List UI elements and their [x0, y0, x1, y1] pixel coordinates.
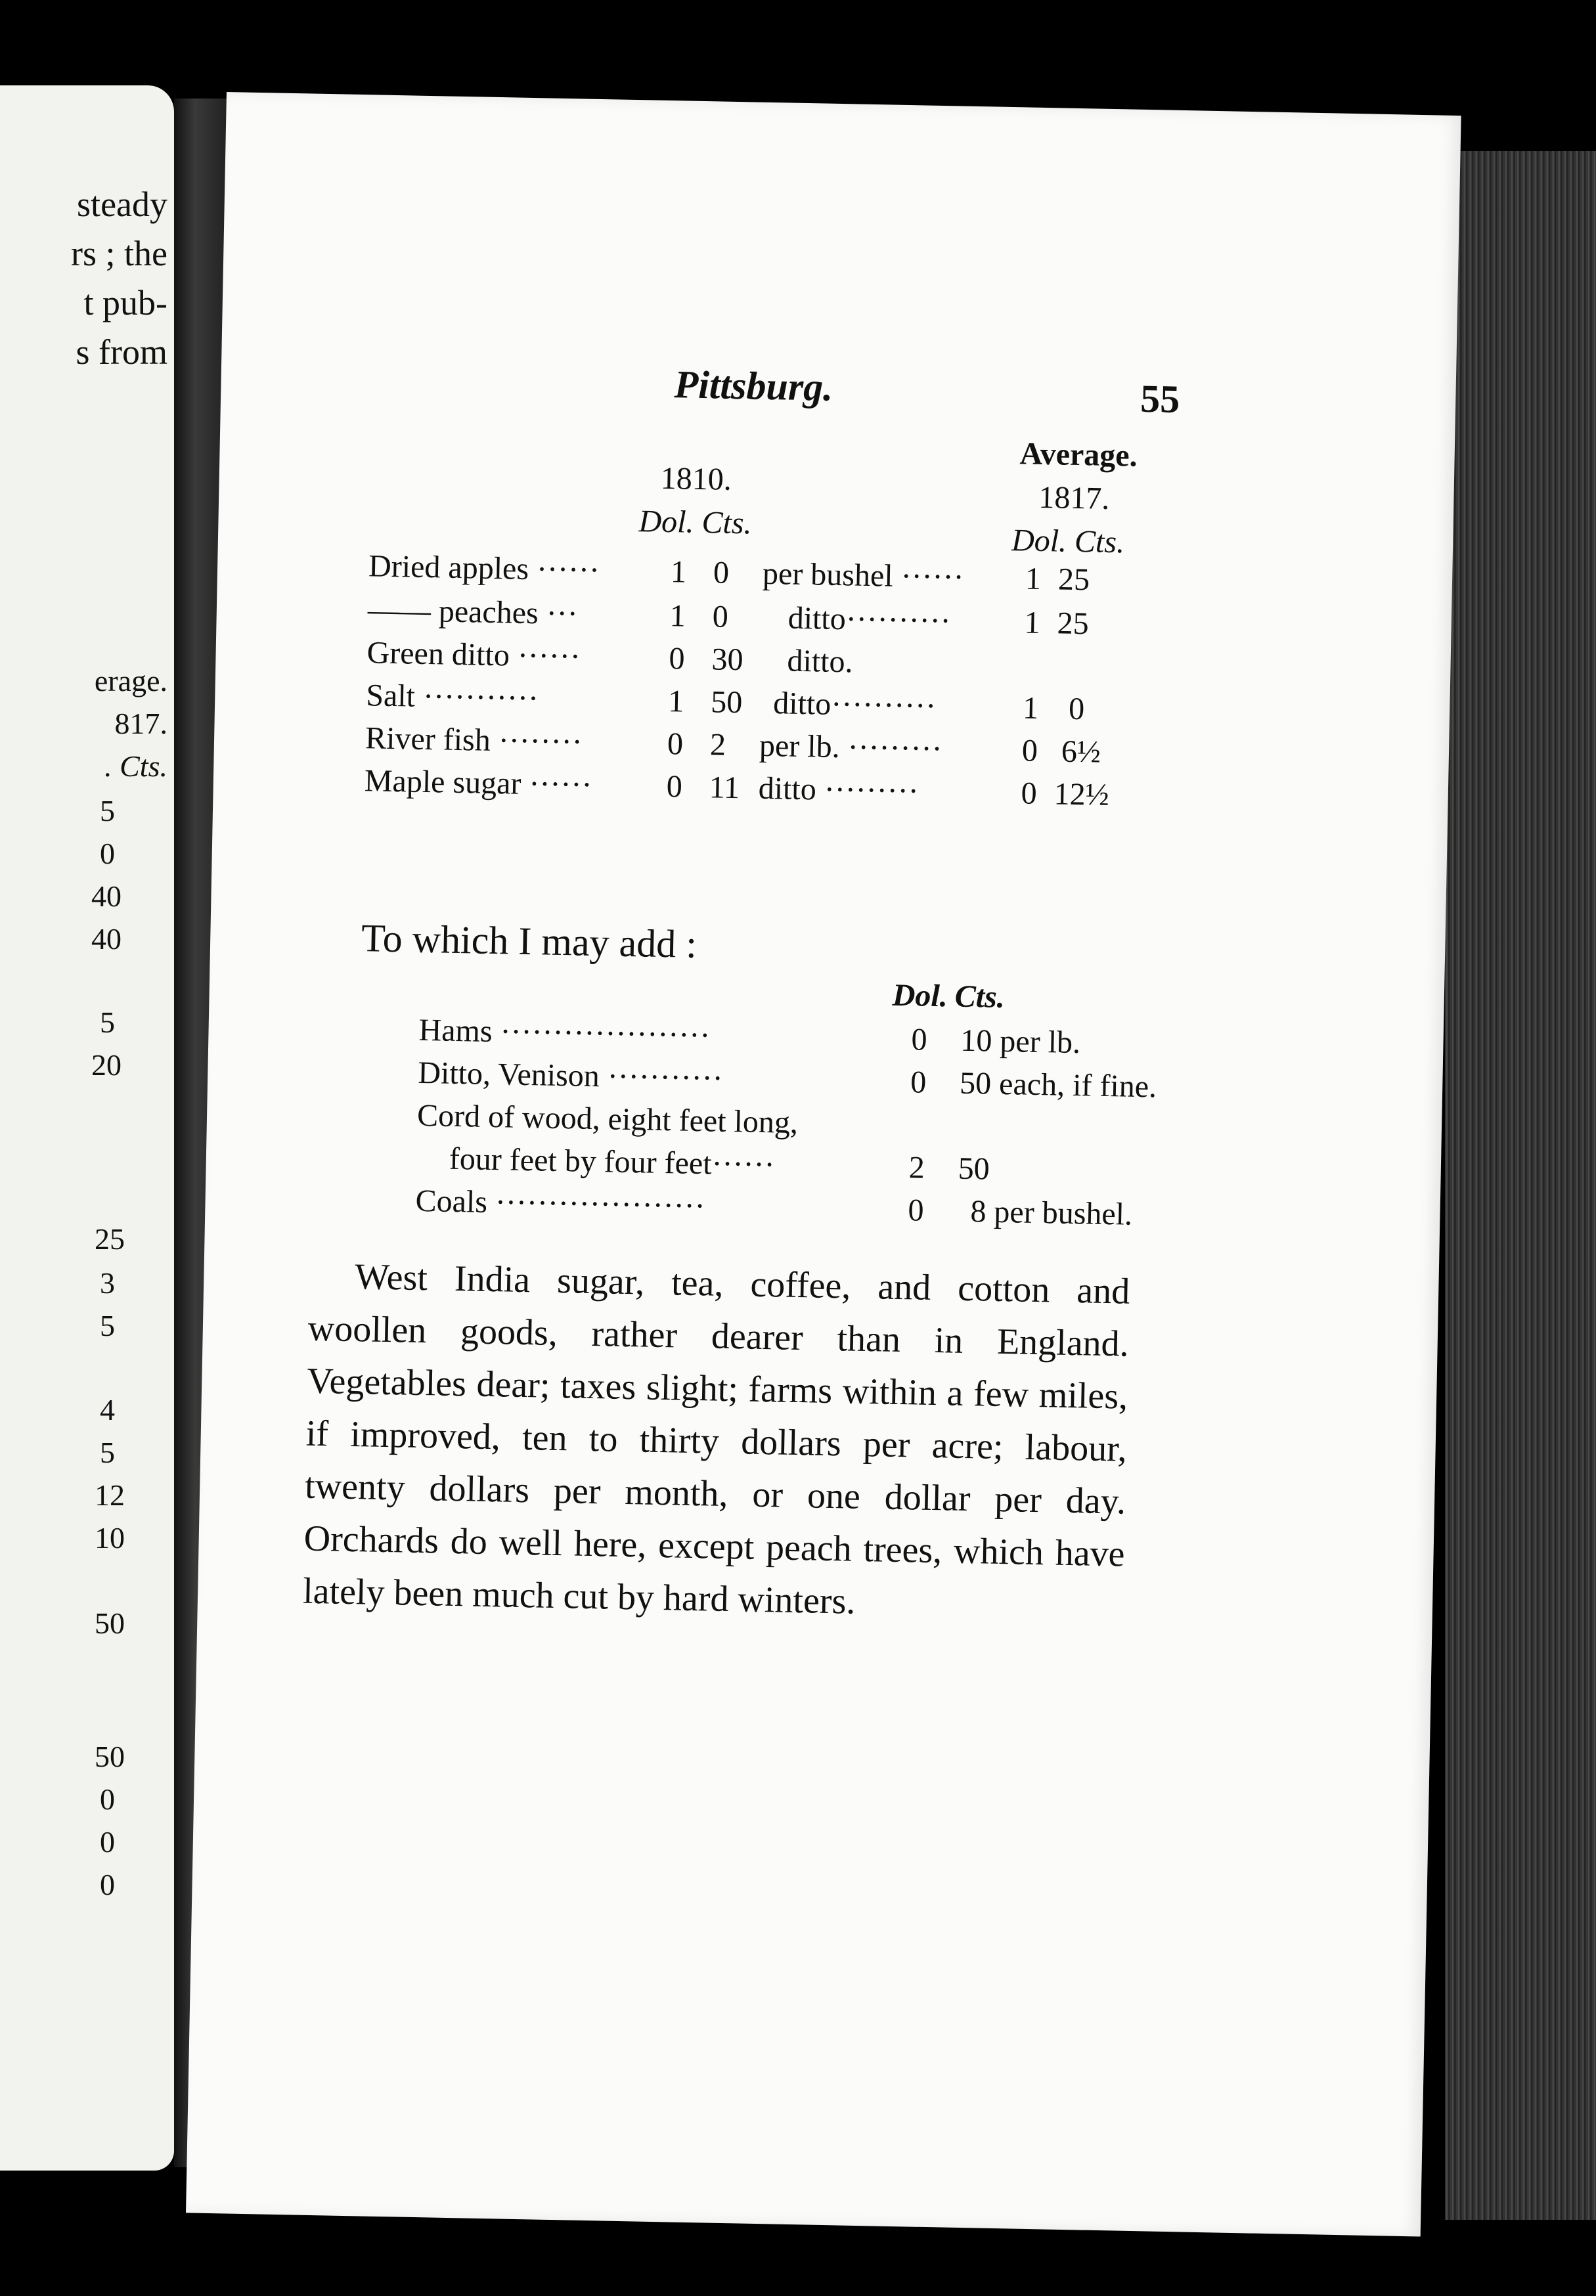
col-cts: Cts.	[954, 979, 1006, 1015]
item-name: Hams ····················	[418, 1012, 711, 1053]
page-edges	[1445, 151, 1596, 2220]
cts-avg: 12½	[1053, 776, 1110, 812]
left-line: 25	[95, 1222, 125, 1256]
unit: ditto.	[787, 643, 854, 680]
dol-value: 0	[910, 1065, 927, 1100]
item-name: Cord of wood, eight feet long,	[416, 1097, 799, 1140]
page-number: 55	[1140, 376, 1180, 421]
left-line: 5	[100, 794, 115, 828]
left-line: steady	[77, 185, 167, 224]
cts-avg: 6½	[1061, 734, 1101, 770]
cts-1810: 2	[709, 727, 726, 762]
cts-1810: 30	[711, 642, 744, 678]
running-head: Pittsburg.	[673, 363, 833, 409]
cts-1810: 0	[713, 555, 730, 590]
left-line: 10	[95, 1521, 125, 1555]
dol-1810: 1	[670, 554, 687, 590]
dol-avg: 1	[1022, 690, 1039, 726]
unit: per bushel ······	[762, 556, 965, 595]
left-line: . Cts.	[104, 749, 167, 783]
col-average-units: Dol. Cts.	[1011, 523, 1125, 560]
left-line: 0	[100, 1782, 115, 1816]
page-content	[186, 92, 1461, 2236]
left-line: 817.	[114, 707, 167, 740]
unit: ditto··········	[772, 686, 937, 724]
left-line: 40	[91, 922, 122, 956]
left-line: 50	[95, 1606, 125, 1640]
dol-avg: 0	[1021, 733, 1038, 768]
cts-value: 50 each, if fine.	[959, 1065, 1157, 1105]
left-line: 50	[95, 1740, 125, 1773]
item-name: Salt ···········	[365, 678, 539, 717]
dol-avg: 1	[1024, 605, 1041, 640]
cts-avg: 25	[1057, 606, 1090, 642]
unit: ditto··········	[787, 600, 952, 639]
item-name: River fish ········	[365, 720, 583, 760]
unit: per lb. ·········	[759, 728, 942, 767]
unit: ditto ·········	[758, 770, 920, 809]
left-line: erage.	[94, 664, 167, 697]
item-name: Dried apples ······	[368, 548, 600, 588]
dol-avg: 0	[1021, 776, 1038, 811]
item-name: Maple sugar ······	[364, 763, 592, 803]
cts-avg: 0	[1068, 691, 1085, 727]
left-line: 12	[95, 1478, 125, 1512]
left-line: 0	[100, 837, 115, 870]
col-average-label: Average.	[1019, 436, 1138, 474]
dol-1810: 0	[667, 726, 684, 762]
left-line: 0	[100, 1825, 115, 1859]
cts-1810: 0	[712, 599, 729, 634]
cts-1810: 11	[709, 770, 740, 806]
left-line: 3	[100, 1266, 115, 1300]
dol-avg: 1	[1025, 561, 1042, 596]
left-line: 40	[91, 879, 122, 913]
dol-value: 0	[910, 1022, 927, 1057]
item-name: —— peaches ···	[367, 592, 579, 632]
dol-value: 2	[908, 1150, 925, 1185]
left-line: s from	[76, 332, 167, 372]
dol-1810: 0	[669, 641, 686, 676]
dol-1810: 1	[667, 684, 684, 719]
item-name: four feet by four feet······	[449, 1141, 776, 1183]
col-dol: Dol.	[892, 977, 948, 1014]
left-line: rs ; the	[71, 234, 167, 273]
item-name: Ditto, Venison ···········	[417, 1055, 724, 1096]
left-line: t pub-	[83, 283, 167, 322]
cts-avg: 25	[1057, 562, 1090, 598]
col-1810-year: 1810.	[660, 460, 732, 497]
cts-value: 50	[958, 1151, 990, 1187]
item-name: Coals ····················	[415, 1183, 706, 1224]
dol-1810: 1	[669, 598, 686, 634]
dol-1810: 0	[666, 769, 683, 805]
cts-value: 8 per bushel.	[969, 1194, 1133, 1232]
left-line: 5	[100, 1309, 115, 1342]
left-page-fragment	[0, 85, 174, 2171]
cts-1810: 50	[710, 684, 743, 720]
left-line: 5	[100, 1436, 115, 1469]
left-line: 0	[100, 1868, 115, 1901]
left-line: 4	[100, 1393, 115, 1426]
item-name: Green ditto ······	[366, 635, 581, 674]
cts-value: 10 per lb.	[960, 1023, 1081, 1061]
dol-value: 0	[907, 1193, 925, 1228]
paragraph-text: West India sugar, tea, coffee, and cotton and woollen goods, rather dearer than in England. Vegetables dear; taxes slight; farms within a few miles, if improved, ten to thirty dollars per acre; labour, twenty dollars per month, or one dollar per day. Orchards do well here, except peach trees, which have lately been much cut by hard winters.	[302, 1256, 1130, 1622]
col-average-year: 1817.	[1038, 479, 1110, 516]
left-line: 20	[91, 1048, 122, 1082]
body-paragraph	[302, 1250, 1130, 1633]
add-heading: To which I may add :	[361, 916, 698, 966]
left-line: 5	[100, 1005, 115, 1039]
right-page	[186, 92, 1461, 2236]
col-1810-units: Dol. Cts.	[638, 504, 753, 541]
